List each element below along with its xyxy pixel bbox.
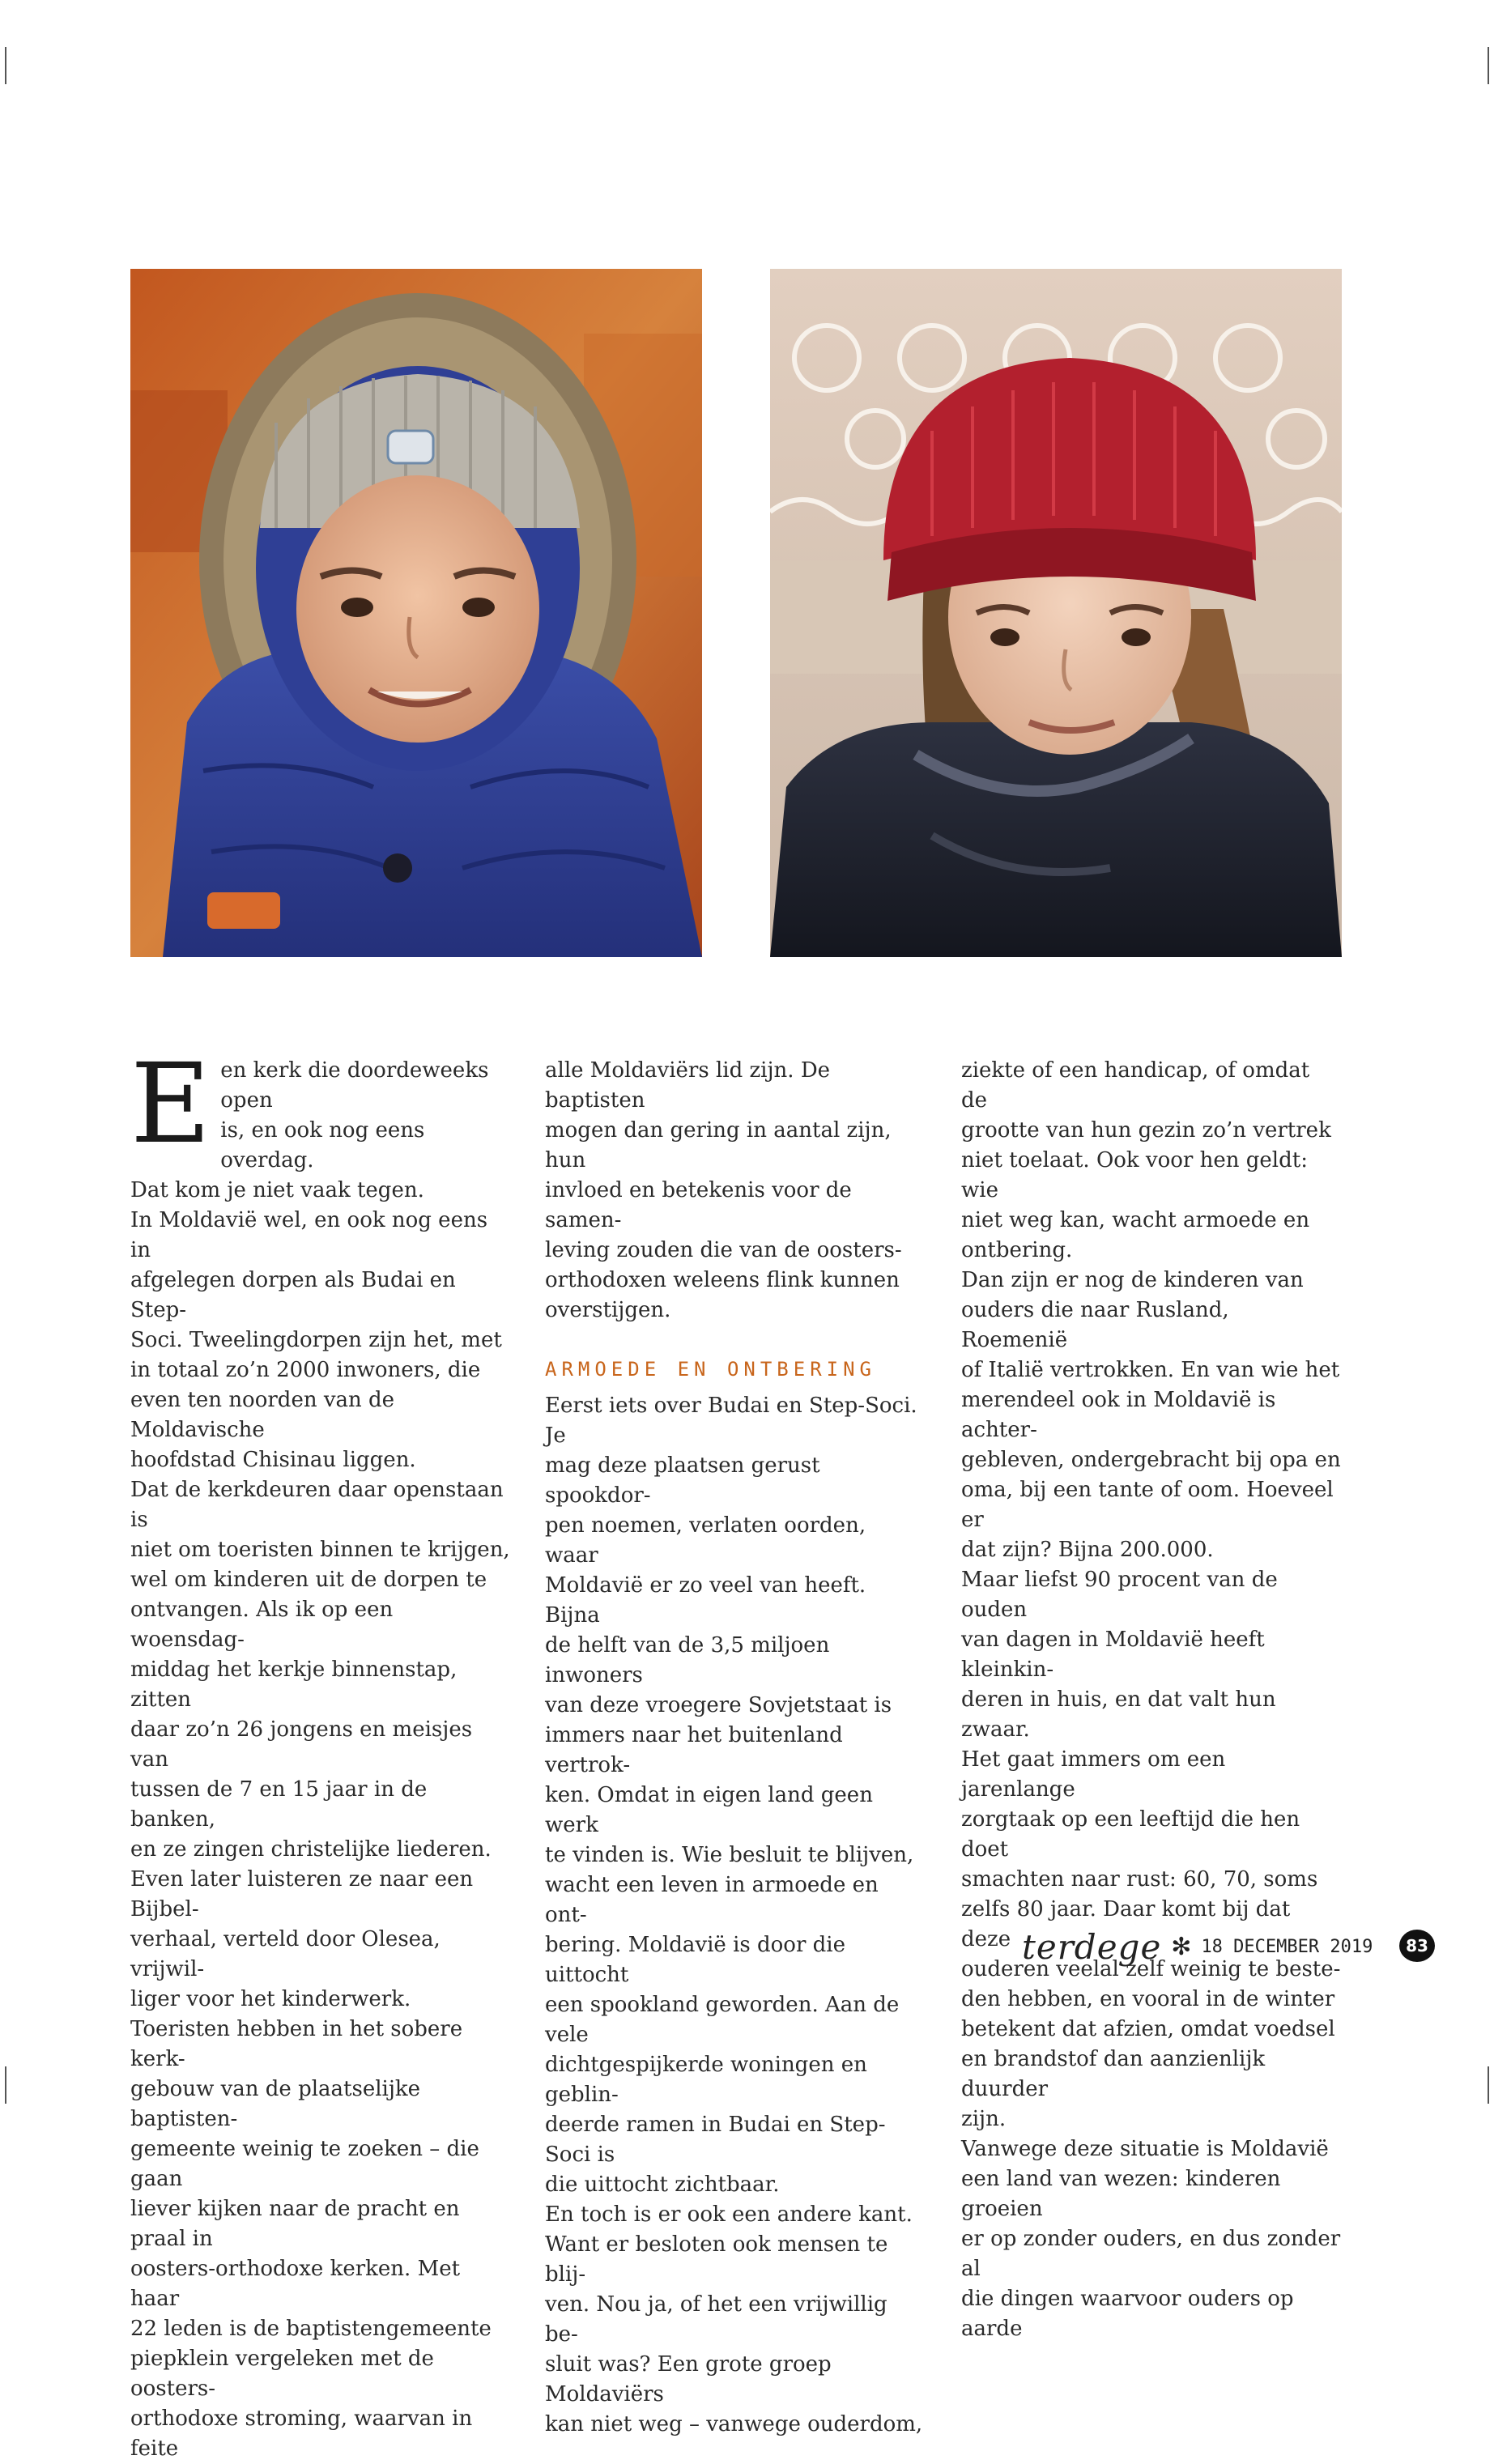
text-line: ken. Omdat in eigen land geen werk bbox=[545, 1783, 873, 1837]
text-line: ontbering. bbox=[961, 1238, 1073, 1262]
text-column-2 bbox=[545, 1056, 926, 2440]
text-line: sluit was? Een grote groep Moldaviërs bbox=[545, 2352, 832, 2407]
crop-mark-top-left bbox=[5, 47, 6, 84]
magazine-logo: terdege bbox=[1022, 1926, 1162, 1967]
text-line: te vinden is. Wie besluit te blijven, bbox=[545, 1843, 914, 1867]
section-heading: ARMOEDE EN ONTBERING bbox=[545, 1358, 876, 1381]
text-line: hoofdstad Chisinau liggen. bbox=[130, 1448, 416, 1472]
text-line: Dan zijn er nog de kinderen van bbox=[961, 1268, 1304, 1292]
text-line: gemeente weinig te zoeken – die gaan bbox=[130, 2137, 479, 2191]
text-line: middag het kerkje binnenstap, zitten bbox=[130, 1658, 458, 1712]
page-number-badge: 83 bbox=[1399, 1930, 1435, 1962]
text-line: dichtgespijkerde woningen en geblin- bbox=[545, 2053, 867, 2107]
text-line: ven. Nou ja, of het een vrijwillig be- bbox=[545, 2292, 887, 2347]
crop-mark-bottom-right bbox=[1488, 2066, 1489, 2104]
text-line: gebleven, ondergebracht bij opa en bbox=[961, 1448, 1341, 1472]
photo-girl bbox=[770, 269, 1342, 957]
text-line: Toeristen hebben in het sobere kerk- bbox=[130, 2017, 463, 2071]
text-line: mogen dan gering in aantal zijn, hun bbox=[545, 1118, 892, 1172]
text-line: Want er besloten ook mensen te blij- bbox=[545, 2232, 888, 2287]
text-line: Soci. Tweelingdorpen zijn het, met bbox=[130, 1328, 502, 1352]
text-line: Maar liefst 90 procent van de ouden bbox=[961, 1568, 1278, 1622]
column-2-body-b bbox=[545, 1391, 926, 2440]
text-line: En toch is er ook een andere kant. bbox=[545, 2202, 913, 2227]
text-line: overstijgen. bbox=[545, 1298, 671, 1322]
text-line: afgelegen dorpen als Budai en Step- bbox=[130, 1268, 456, 1322]
text-line: invloed en betekenis voor de samen- bbox=[545, 1178, 852, 1232]
text-line: niet weg kan, wacht armoede en bbox=[961, 1208, 1310, 1232]
text-line: liger voor het kinderwerk. bbox=[130, 1987, 411, 2011]
photo-boy bbox=[130, 269, 702, 957]
text-line: ouderen veelal zelf weinig te beste- bbox=[961, 1957, 1341, 1981]
text-line: en ze zingen christelijke liederen. bbox=[130, 1837, 492, 1862]
text-column-3 bbox=[961, 1056, 1342, 2344]
column-3-body bbox=[961, 1056, 1342, 2344]
text-line: alle Moldaviërs lid zijn. De baptisten bbox=[545, 1058, 831, 1113]
drop-cap: E bbox=[130, 1040, 211, 1168]
text-line: immers naar het buitenland vertrok- bbox=[545, 1723, 843, 1777]
text-line: bering. Moldavië is door die uittocht bbox=[545, 1933, 845, 1987]
text-line: daar zo’n 26 jongens en meisjes van bbox=[130, 1717, 473, 1772]
text-line: Vanwege deze situatie is Moldavië bbox=[961, 2137, 1329, 2161]
text-line: deerde ramen in Budai en Step-Soci is bbox=[545, 2113, 886, 2167]
text-line: de helft van de 3,5 miljoen inwoners bbox=[545, 1633, 830, 1687]
text-line: is, en ook nog eens overdag. bbox=[220, 1118, 425, 1172]
text-line: of Italië vertrokken. En van wie het bbox=[961, 1358, 1340, 1382]
text-line: gebouw van de plaatselijke baptisten- bbox=[130, 2077, 421, 2131]
text-line: Dat de kerkdeuren daar openstaan is bbox=[130, 1478, 504, 1532]
text-line: leving zouden die van de oosters- bbox=[545, 1238, 902, 1262]
text-line: in totaal zo’n 2000 inwoners, die bbox=[130, 1358, 481, 1382]
text-line: betekent dat afzien, omdat voedsel bbox=[961, 2017, 1335, 2041]
column-1-body bbox=[130, 1040, 511, 2464]
text-line: dat zijn? Bijna 200.000. bbox=[961, 1538, 1214, 1562]
text-line: ziekte of een handicap, of omdat de bbox=[961, 1058, 1310, 1113]
text-line: Het gaat immers om een jarenlange bbox=[961, 1747, 1226, 1802]
text-line: den hebben, en vooral in de winter bbox=[961, 1987, 1335, 2011]
text-line: Even later luisteren ze naar een Bijbel- bbox=[130, 1867, 474, 1921]
text-line: deren in huis, en dat valt hun zwaar. bbox=[961, 1687, 1276, 1742]
text-line: pen noemen, verlaten oorden, waar bbox=[545, 1513, 866, 1568]
text-line: ouders die naar Rusland, Roemenië bbox=[961, 1298, 1229, 1352]
text-line: oosters-orthodoxe kerken. Met haar bbox=[130, 2257, 461, 2311]
text-line: ontvangen. Als ik op een woensdag- bbox=[130, 1598, 394, 1652]
text-line: oma, bij een tante of oom. Hoeveel er bbox=[961, 1478, 1334, 1532]
crop-mark-top-right bbox=[1488, 47, 1489, 84]
text-line: een land van wezen: kinderen groeien bbox=[961, 2167, 1281, 2221]
text-column-1 bbox=[130, 1040, 511, 2464]
text-line: en kerk die doordeweeks open bbox=[220, 1058, 489, 1113]
text-line: grootte van hun gezin zo’n vertrek bbox=[961, 1118, 1331, 1143]
text-line: kan niet weg – vanwege ouderdom, bbox=[545, 2412, 923, 2436]
text-line: een spookland geworden. Aan de vele bbox=[545, 1993, 900, 2047]
text-line: Moldavië er zo veel van heeft. Bijna bbox=[545, 1573, 866, 1628]
text-line: merendeel ook in Moldavië is achter- bbox=[961, 1388, 1276, 1442]
text-line: smachten naar rust: 60, 70, soms bbox=[961, 1867, 1318, 1892]
text-line: Dat kom je niet vaak tegen. bbox=[130, 1178, 424, 1202]
column-2-body-a bbox=[545, 1056, 926, 1326]
text-line: wel om kinderen uit de dorpen te bbox=[130, 1568, 487, 1592]
text-line: niet om toeristen binnen te krijgen, bbox=[130, 1538, 510, 1562]
text-line: piepklein vergeleken met de oosters- bbox=[130, 2347, 434, 2401]
issue-date: 18 DECEMBER 2019 bbox=[1201, 1936, 1373, 1957]
text-line: Eerst iets over Budai en Step-Soci. Je bbox=[545, 1394, 917, 1448]
text-line: die uittocht zichtbaar. bbox=[545, 2172, 780, 2197]
text-line: liever kijken naar de pracht en praal in bbox=[130, 2197, 460, 2251]
text-line: zelfs 80 jaar. Daar komt bij dat deze bbox=[961, 1897, 1291, 1951]
text-line: orthodoxen weleens flink kunnen bbox=[545, 1268, 900, 1292]
page-footer bbox=[1022, 1922, 1373, 1971]
text-line: In Moldavië wel, en ook nog eens in bbox=[130, 1208, 488, 1262]
text-line: en brandstof dan aanzienlijk duurder bbox=[961, 2047, 1266, 2101]
text-line: even ten noorden van de Moldavische bbox=[130, 1388, 395, 1442]
separator-star: ✻ bbox=[1171, 1932, 1192, 1961]
text-line: er op zonder ouders, en dus zonder al bbox=[961, 2227, 1341, 2281]
text-line: mag deze plaatsen gerust spookdor- bbox=[545, 1453, 820, 1508]
crop-mark-bottom-left bbox=[5, 2066, 6, 2104]
text-line: tussen de 7 en 15 jaar in de banken, bbox=[130, 1777, 428, 1832]
text-line: verhaal, verteld door Olesea, vrijwil- bbox=[130, 1927, 441, 1981]
text-line: 22 leden is de baptistengemeente bbox=[130, 2317, 492, 2341]
text-line: niet toelaat. Ook voor hen geldt: wie bbox=[961, 1148, 1308, 1202]
text-line: orthodoxe stroming, waarvan in feite bbox=[130, 2407, 473, 2461]
text-line: zijn. bbox=[961, 2107, 1007, 2131]
text-line: van dagen in Moldavië heeft kleinkin- bbox=[961, 1628, 1265, 1682]
text-line: wacht een leven in armoede en ont- bbox=[545, 1873, 879, 1927]
text-line: van deze vroegere Sovjetstaat is bbox=[545, 1693, 892, 1717]
text-line: die dingen waarvoor ouders op aarde bbox=[961, 2287, 1294, 2341]
text-line: zorgtaak op een leeftijd die hen doet bbox=[961, 1807, 1300, 1862]
